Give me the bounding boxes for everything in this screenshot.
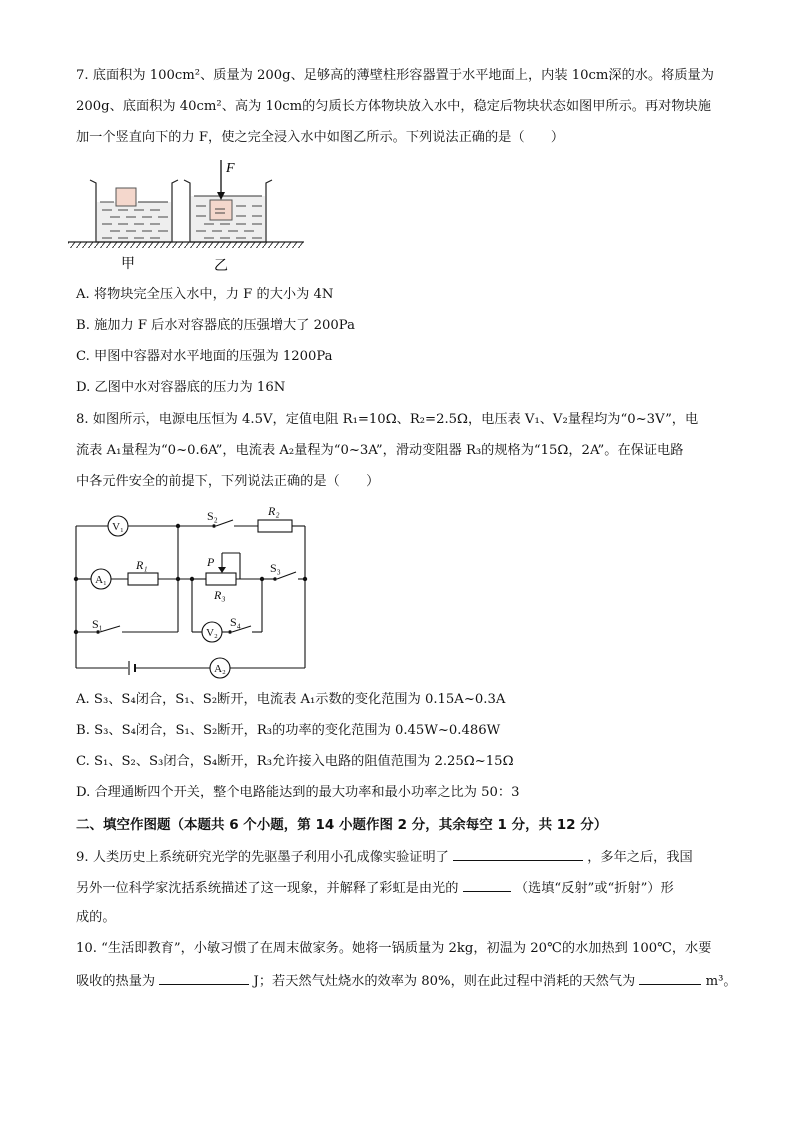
s1-label: S₁ — [92, 617, 103, 631]
q10-blank-1[interactable] — [159, 970, 249, 985]
q9-line-3: 成的。 — [76, 910, 116, 925]
q8-stem-line-2: 流表 A₁量程为“0~0.6A”，电流表 A₂量程为“0~3A”，滑动变阻器 R₃的规格为“15Ω，2A”。在保证电路 — [76, 443, 684, 458]
resistor-r2 — [258, 520, 292, 532]
v2-label: V₂ — [206, 627, 218, 639]
q10-text-2b: J；若天然气灶烧水的效率为 80%，则在此过程中消耗的天然气为 — [253, 974, 636, 989]
q9-blank-1[interactable] — [453, 846, 583, 861]
q10-blank-2[interactable] — [639, 970, 701, 985]
q7-option-c: C. 甲图中容器对水平地面的压强为 1200Pa — [76, 349, 333, 364]
a1-label: A₁ — [95, 574, 107, 586]
q9-text-1b: ，多年之后，我国 — [587, 850, 693, 865]
section-2-heading: 二、填空作图题（本题共 6 个小题，第 14 小题作图 2 分，其余每空 1 分，共 12 分） — [76, 817, 608, 833]
rheostat-r3 — [206, 573, 236, 585]
q8-stem-line-1: 8. 如图所示，电源电压恒为 4.5V，定值电阻 R₁=10Ω、R₂=2.5Ω，电压表 V₁、V₂量程均为“0~3V”，电 — [76, 412, 699, 427]
label-jia: 甲 — [121, 257, 135, 272]
r3-label: R₃ — [214, 588, 226, 602]
p-label: P — [207, 555, 215, 569]
q8-option-c: C. S₁、S₂、S₃闭合，S₄断开，R₃允许接入电路的阻值范围为 2.25Ω~15Ω — [76, 754, 514, 769]
q9-line-1 — [76, 846, 693, 868]
q9-text-2b: （选填“反射”或“折射”）形 — [514, 881, 674, 896]
q8-circuit-diagram — [66, 500, 316, 680]
q7-stem-line-1: 7. 底面积为 100cm²、质量为 200g、足够高的薄壁柱形容器置于水平地面上，内装 10cm深的水。将质量为 — [76, 68, 714, 83]
q10-line-1: 10. “生活即教育”，小敏习惯了在周末做家务。她将一锅质量为 2kg，初温为 20℃的水加热到 100℃，水要 — [76, 941, 712, 956]
q7-option-d: D. 乙图中水对容器底的压力为 16N — [76, 380, 286, 395]
q9-text-2a: 另外一位科学家沈括系统描述了这一现象，并解释了彩虹是由光的 — [76, 881, 459, 896]
s4-label: S₄ — [230, 615, 241, 629]
s3-label: S₃ — [270, 561, 281, 575]
resistor-r1 — [128, 573, 158, 585]
q9-text-1a: 9. 人类历史上系统研究光学的先驱墨子利用小孔成像实验证明了 — [76, 850, 449, 865]
q10-text-2c: m³。 — [705, 974, 737, 989]
q9-blank-2[interactable] — [463, 877, 511, 892]
r2-label: R₂ — [268, 504, 280, 518]
q8-option-b: B. S₃、S₄闭合，S₁、S₂断开，R₃的功率的变化范围为 0.45W~0.486W — [76, 723, 501, 738]
q7-stem-line-2: 200g、底面积为 40cm²、高为 10cm的匀质长方体物块放入水中，稳定后物块状态如图甲所示。再对物块施 — [76, 99, 711, 114]
q7-beaker-figure — [66, 158, 306, 274]
q7-stem-line-3: 加一个竖直向下的力 F，使之完全浸入水中如图乙所示。下列说法正确的是（ ） — [76, 130, 565, 145]
a2-label: A₂ — [214, 663, 226, 675]
v1-label: V₁ — [112, 521, 124, 533]
r1-label: R₁ — [136, 558, 148, 572]
q7-option-b: B. 施加力 F 后水对容器底的压强增大了 200Pa — [76, 318, 355, 333]
q8-option-a: A. S₃、S₄闭合，S₁、S₂断开，电流表 A₁示数的变化范围为 0.15A~0.3A — [76, 692, 506, 707]
q7-option-a: A. 将物块完全压入水中，力 F 的大小为 4N — [76, 287, 334, 302]
s2-label: S₂ — [207, 509, 218, 523]
beaker-jia — [90, 180, 178, 242]
q8-option-d: D. 合理通断四个开关，整个电路能达到的最大功率和最小功率之比为 50：3 — [76, 785, 520, 800]
q10-line-2 — [76, 970, 737, 992]
q8-stem-line-3: 中各元件安全的前提下，下列说法正确的是（ ） — [76, 474, 380, 489]
label-yi: 乙 — [214, 259, 228, 274]
q9-line-2 — [76, 877, 674, 899]
force-label: F — [226, 161, 235, 176]
q10-text-2a: 吸收的热量为 — [76, 974, 156, 989]
